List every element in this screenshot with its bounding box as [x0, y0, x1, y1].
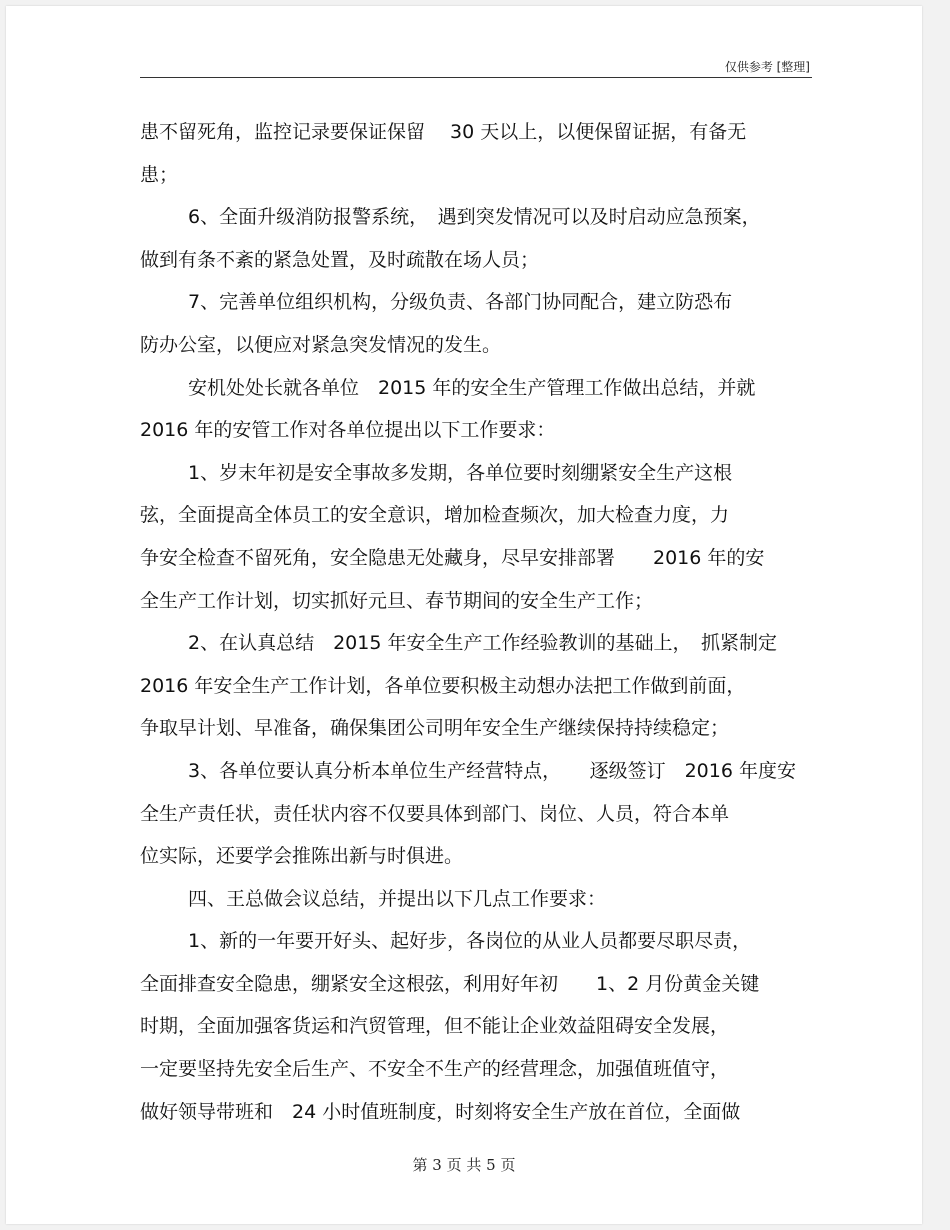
- text-line: 安机处处长就各单位 2015 年的安全生产管理工作做出总结，并就: [188, 376, 756, 399]
- text-line: 2016 年安全生产工作计划，各单位要积极主动想办法把工作做到前面，: [140, 674, 746, 697]
- text-line: 争安全检查不留死角，安全隐患无处藏身，尽早安排部署 2016 年的安: [140, 546, 765, 569]
- page-number: 第 3 页 共 5 页: [412, 1156, 516, 1174]
- text-line: 2016 年的安管工作对各单位提出以下工作要求：: [140, 419, 556, 442]
- document-page: [6, 6, 922, 1224]
- text-line: 弦，全面提高全体员工的安全意识，增加检查频次，加大检查力度，力: [140, 504, 730, 527]
- text-line: 时期，全面加强客货运和汽贸管理，但不能让企业效益阻碍安全发展，: [140, 1015, 730, 1038]
- text-line: 患不留死角，监控记录要保证保留 30 天以上，以便保留证据，有备无: [140, 121, 747, 143]
- text-line: 一定要坚持先安全后生产、不安全不生产的经营理念，加强值班值守，: [140, 1058, 730, 1081]
- text-line: 做到有条不紊的紧急处置，及时疏散在场人员；: [140, 248, 540, 271]
- text-line: 全生产责任状，责任状内容不仅要具体到部门、岗位、人员，符合本单: [140, 802, 730, 825]
- text-line: 1、岁末年初是安全事故多发期，各单位要时刻绷紧安全生产这根: [188, 461, 733, 484]
- text-line: 2、在认真总结 2015 年安全生产工作经验教训的基础上， 抓紧制定: [188, 632, 777, 655]
- text-line: 做好领导带班和 24 小时值班制度，时刻将安全生产放在首位，全面做: [140, 1100, 741, 1123]
- text-line: 防办公室，以便应对紧急突发情况的发生。: [140, 333, 502, 356]
- text-line: 7、完善单位组织机构，分级负责、各部门协同配合，建立防恐布: [188, 291, 733, 314]
- document-body: [140, 111, 830, 1133]
- text-line: 位实际，还要学会推陈出新与时俱进。: [140, 845, 464, 868]
- text-line: 四、王总做会议总结，并提出以下几点工作要求：: [188, 887, 607, 910]
- text-line: 全面排查安全隐患，绷紧安全这根弦，利用好年初 1、2 月份黄金关键: [140, 972, 760, 995]
- header-divider: [140, 77, 812, 78]
- header-note: 仅供参考 [整理]: [724, 60, 810, 74]
- text-line: 1、新的一年要开好头、起好步，各岗位的从业人员都要尽职尽责，: [188, 930, 752, 953]
- text-line: 全生产工作计划，切实抓好元旦、春节期间的安全生产工作；: [140, 589, 654, 612]
- text-line: 患；: [140, 163, 179, 186]
- text-line: 6、全面升级消防报警系统， 遇到突发情况可以及时启动应急预案，: [188, 206, 761, 229]
- text-line: 3、各单位要认真分析本单位生产经营特点， 逐级签订 2016 年度安: [188, 759, 796, 782]
- text-line: 争取早计划、早准备，确保集团公司明年安全生产继续保持持续稳定；: [140, 717, 730, 740]
